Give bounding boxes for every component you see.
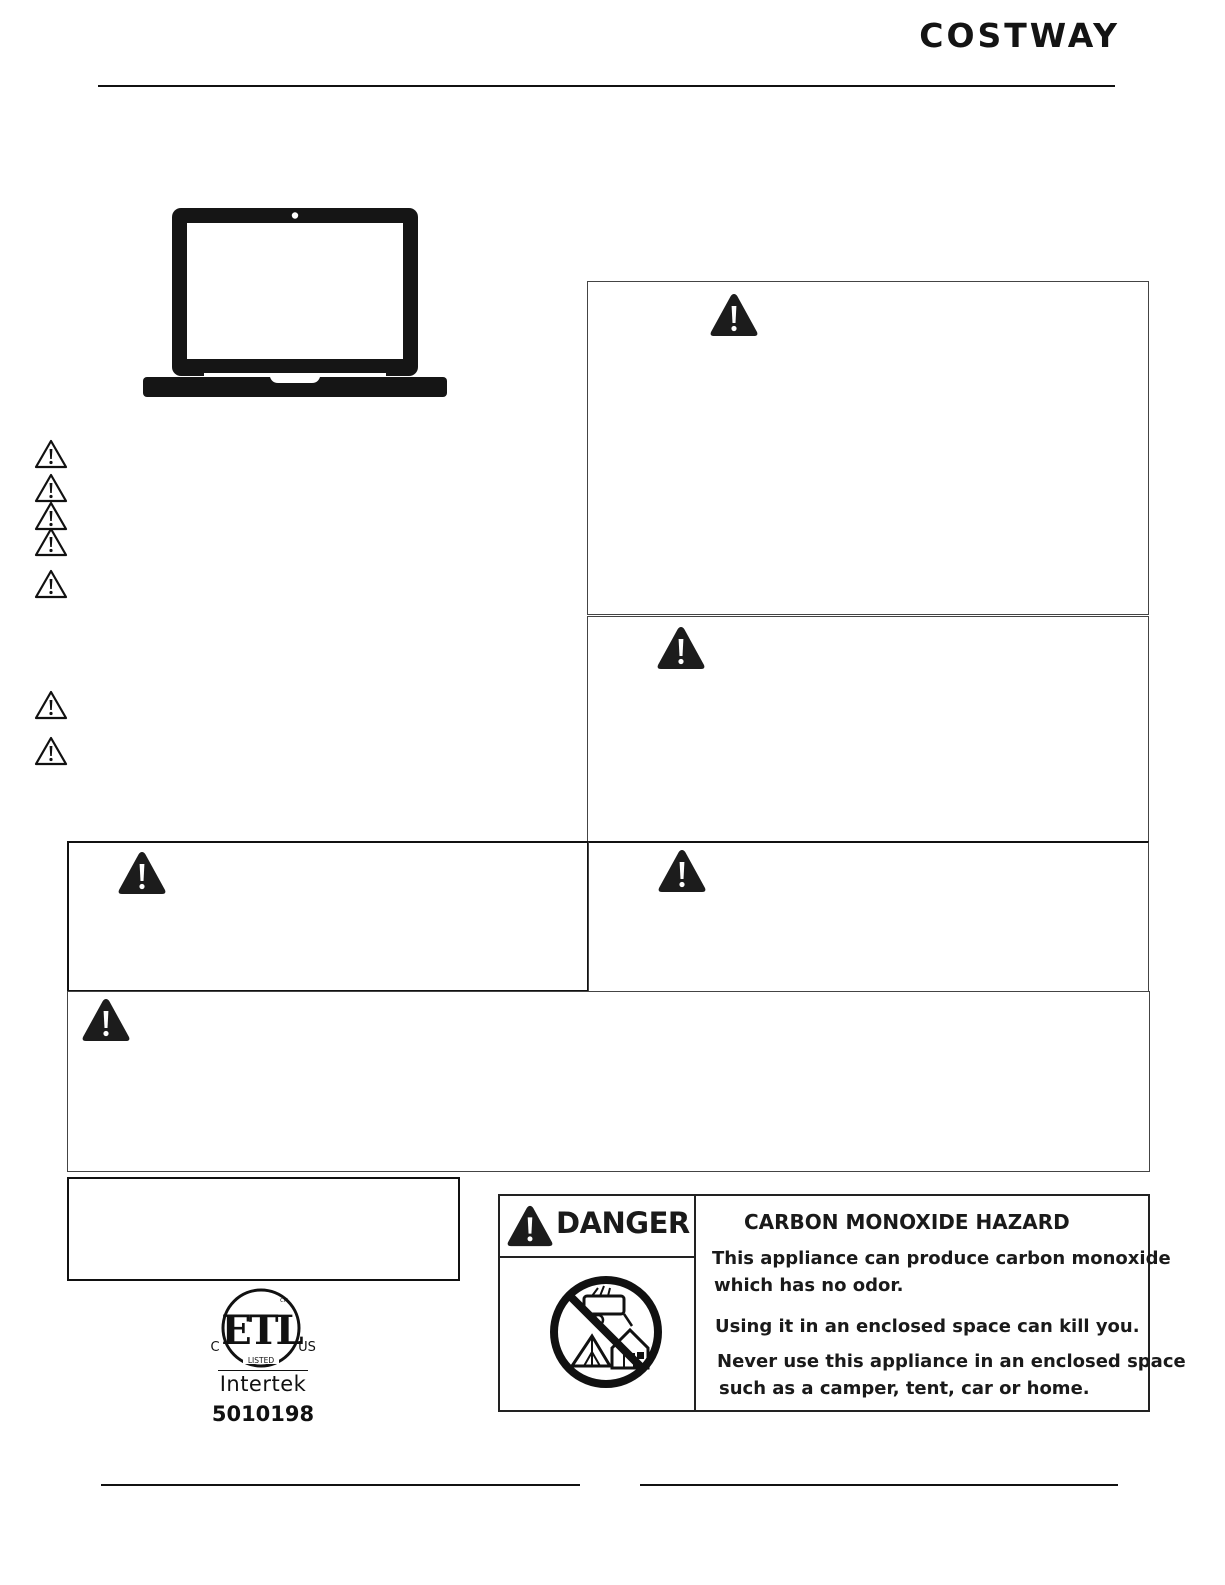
danger-text-line: Using it in an enclosed space can kill you. [715,1316,1140,1337]
warning-outline-icon [34,569,68,599]
etl-mark-c: C [210,1340,220,1355]
warning-solid-icon [709,292,759,338]
danger-left-panel [500,1196,696,1410]
danger-title: CARBON MONOXIDE HAZARD [744,1210,1070,1234]
warning-outline-icon [34,439,68,469]
danger-text-line: such as a camper, tent, car or home. [719,1378,1090,1399]
warning-outline-icon [34,473,68,503]
warning-solid-icon [506,1204,554,1248]
footer-rule-left [101,1484,580,1486]
cert-number: 5010198 [211,1402,315,1426]
danger-text-line: which has no odor. [714,1275,904,1296]
warning-outline-icon [34,527,68,557]
warning-solid-icon [117,850,167,896]
no-enclosed-space-icon [548,1274,664,1390]
etl-mark-us: US [298,1340,316,1355]
warning-solid-icon [657,848,707,894]
etl-mark-letters: ETL [221,1307,301,1354]
danger-signal-word: DANGER [556,1206,690,1240]
danger-header [500,1196,694,1258]
danger-text-line: This appliance can produce carbon monoxide [712,1248,1171,1269]
footer-rule-right [640,1484,1118,1486]
warning-box-5 [67,991,1150,1172]
cert-divider [218,1370,308,1371]
etl-mark-small: CM [280,1298,288,1304]
etl-listed-mark [205,1287,325,1371]
laptop-icon [142,207,448,399]
warning-outline-icon [34,736,68,766]
warning-outline-icon [34,690,68,720]
warning-box-1 [587,281,1149,615]
cert-company: Intertek [219,1372,307,1396]
header-rule [98,85,1115,87]
danger-label [498,1194,1186,1412]
brand-logo: COSTWAY [919,16,1120,55]
blank-info-box [67,1177,460,1281]
danger-text-line: Never use this appliance in an enclosed space [717,1351,1186,1372]
warning-solid-icon [81,997,131,1043]
warning-solid-icon [656,625,706,671]
etl-mark-listed: LISTED [247,1356,275,1365]
